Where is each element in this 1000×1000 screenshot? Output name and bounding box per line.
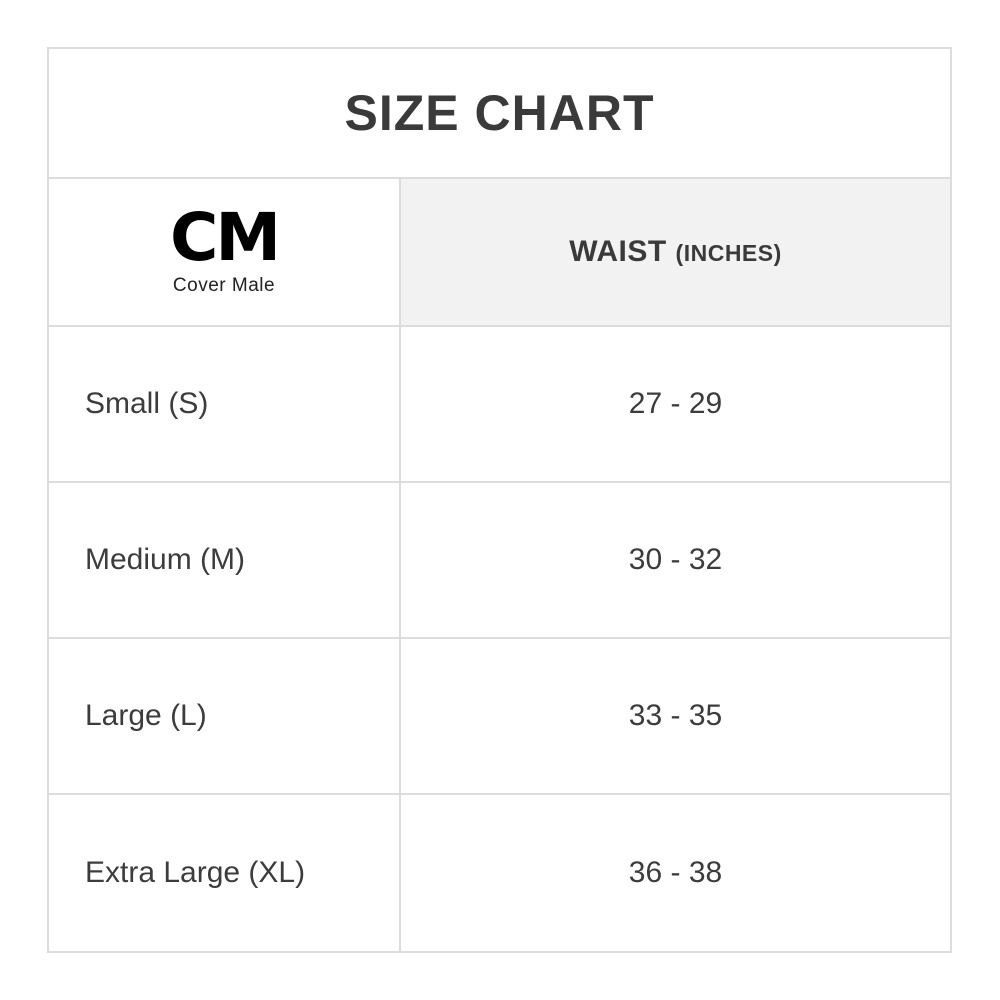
size-label: Large (L) xyxy=(85,699,207,732)
waist-value: 33 - 35 xyxy=(628,699,723,732)
table-header-row xyxy=(49,179,950,327)
table-row xyxy=(49,327,950,483)
table-row xyxy=(49,639,950,795)
waist-cell xyxy=(401,483,950,637)
size-label: Medium (M) xyxy=(85,543,246,576)
size-chart-table xyxy=(47,47,952,953)
size-cell xyxy=(49,795,401,951)
size-cell xyxy=(49,483,401,637)
table-row xyxy=(49,795,950,951)
waist-header-unit: (INCHES) xyxy=(675,240,782,266)
waist-header-label xyxy=(569,235,782,269)
waist-value: 27 - 29 xyxy=(628,387,723,420)
brand-monogram: CM xyxy=(169,198,279,276)
size-label: Small (S) xyxy=(85,387,209,420)
waist-cell xyxy=(401,639,950,793)
brand-logo xyxy=(49,198,399,298)
size-cell xyxy=(49,639,401,793)
table-row xyxy=(49,483,950,639)
waist-value: 30 - 32 xyxy=(628,543,723,576)
waist-value: 36 - 38 xyxy=(628,856,723,889)
waist-cell xyxy=(401,327,950,481)
brand-logo-cell xyxy=(49,179,401,325)
size-label: Extra Large (XL) xyxy=(85,856,306,889)
waist-header-cell xyxy=(401,179,950,325)
waist-header-text: WAIST xyxy=(569,235,676,268)
size-cell xyxy=(49,327,401,481)
chart-title-row xyxy=(49,49,950,179)
brand-name: Cover Male xyxy=(172,275,276,297)
page-title: SIZE CHART xyxy=(344,85,655,141)
waist-cell xyxy=(401,795,950,951)
